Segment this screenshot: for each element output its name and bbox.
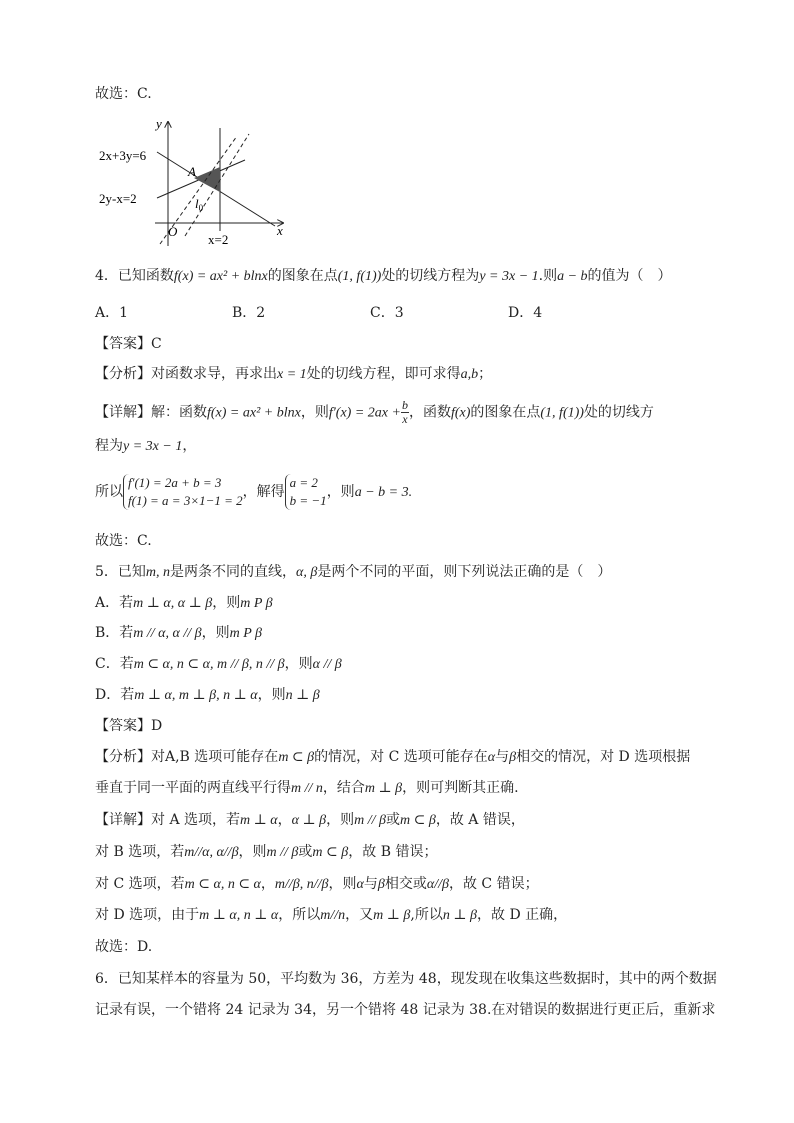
q5-option-d: D．若m ⊥ α, m ⊥ β, n ⊥ α，则n ⊥ β: [95, 687, 320, 703]
q4-choice-b: B．2: [232, 305, 266, 321]
q4-system-line: 所以f′(1) = 2a + b = 3 f(1) = a = 3×1−1 = 2，解得a = 2 b = −1，则a − b = 3.: [95, 475, 413, 508]
q4-detail-line2: 程为y = 3x − 1，: [95, 438, 197, 454]
fraction-b-over-x: $\frac{b}{x}$: [401, 398, 408, 426]
feasible-region: [194, 167, 220, 192]
q5-final: 故选：D.: [95, 939, 153, 955]
q4-choice-d: D．4: [508, 305, 543, 321]
label-l0: $l_0$: [195, 196, 204, 213]
q4-stem: 4．已知函数f(x) = ax² + blnx的图象在点(1, f(1))处的切线方程为y = 3x − 1.则a − b的值为（ ）: [95, 268, 672, 284]
q5-option-c: C．若m ⊂ α, n ⊂ α, m // β, n // β，则α // β: [95, 656, 342, 672]
q5-detail-c: 对 C 选项，若m ⊂ α, n ⊂ α，m//β, n//β，则α与β相交或α//β，故 C 错误；: [95, 876, 539, 892]
equation-system-1: f′(1) = 2a + b = 3 f(1) = a = 3×1−1 = 2: [123, 474, 243, 510]
q5-detail-d: 对 D 选项，由于m ⊥ α, n ⊥ α，所以m//n，又m ⊥ β,所以n ⊥ β，故 D 正确，: [95, 907, 568, 923]
q6-line1: 6．已知某样本的容量为 50，平均数为 36，方差为 48，现发现在收集这些数据时，其中的两个数据: [95, 971, 717, 987]
label-a: A: [188, 164, 196, 179]
q5-detail-b: 对 B 选项，若m//α, α//β，则m // β或m ⊂ β，故 B 错误；: [95, 844, 438, 860]
q5-stem: 5．已知m, n是两条不同的直线，α, β是两个不同的平面，则下列说法正确的是（ ）: [95, 564, 612, 580]
label-x: x: [277, 223, 283, 238]
q4-answer: 【答案】C: [95, 336, 162, 352]
q5-option-a: A．若m ⊥ α, α ⊥ β，则m P β: [95, 595, 273, 611]
q4-choice-c: C．3: [370, 305, 404, 321]
label-eq2: 2y-x=2: [99, 191, 137, 206]
q5-analysis-line2: 垂直于同一平面的两直线平行得m // n，结合m ⊥ β，则可判断其正确.: [95, 780, 519, 796]
conclusion-line: 故选：C.: [95, 86, 152, 102]
q5-option-b: B．若m // α, α // β，则m P β: [95, 625, 263, 641]
label-eq1: 2x+3y=6: [99, 148, 147, 163]
label-origin: O: [168, 224, 178, 239]
linear-programming-graph: [95, 116, 295, 251]
label-x2: x=2: [208, 232, 229, 247]
q5-analysis-line1: 【分析】对A,B 选项可能存在m ⊂ β的情况，对 C 选项可能存在α与β相交的情况，对 D 选项根据: [95, 749, 691, 765]
q4-detail-line1: 【详解】解：函数f(x) = ax² + blnx，则f′(x) = 2ax + $\frac{b}{x}$ ，函数f(x)的图象在点(1, f(1))处的切线方: [95, 398, 654, 426]
label-y: y: [156, 116, 162, 131]
q5-answer: 【答案】D: [95, 718, 163, 734]
q4-final: 故选：C.: [95, 533, 152, 549]
q6-line2: 记录有误，一个错将 24 记录为 34，另一个错将 48 记录为 38.在对错误的数据进行更正后，重新求: [95, 1002, 716, 1018]
q4-choice-a: A．1: [95, 305, 129, 321]
q4-analysis: 【分析】对函数求导，再求出x = 1处的切线方程，即可求得a,b；: [95, 366, 493, 382]
equation-system-2: a = 2 b = −1: [285, 474, 327, 510]
q5-detail-a: 【详解】对 A 选项，若m ⊥ α，α ⊥ β，则m // β或m ⊂ β，故 A 错误，: [95, 812, 525, 828]
